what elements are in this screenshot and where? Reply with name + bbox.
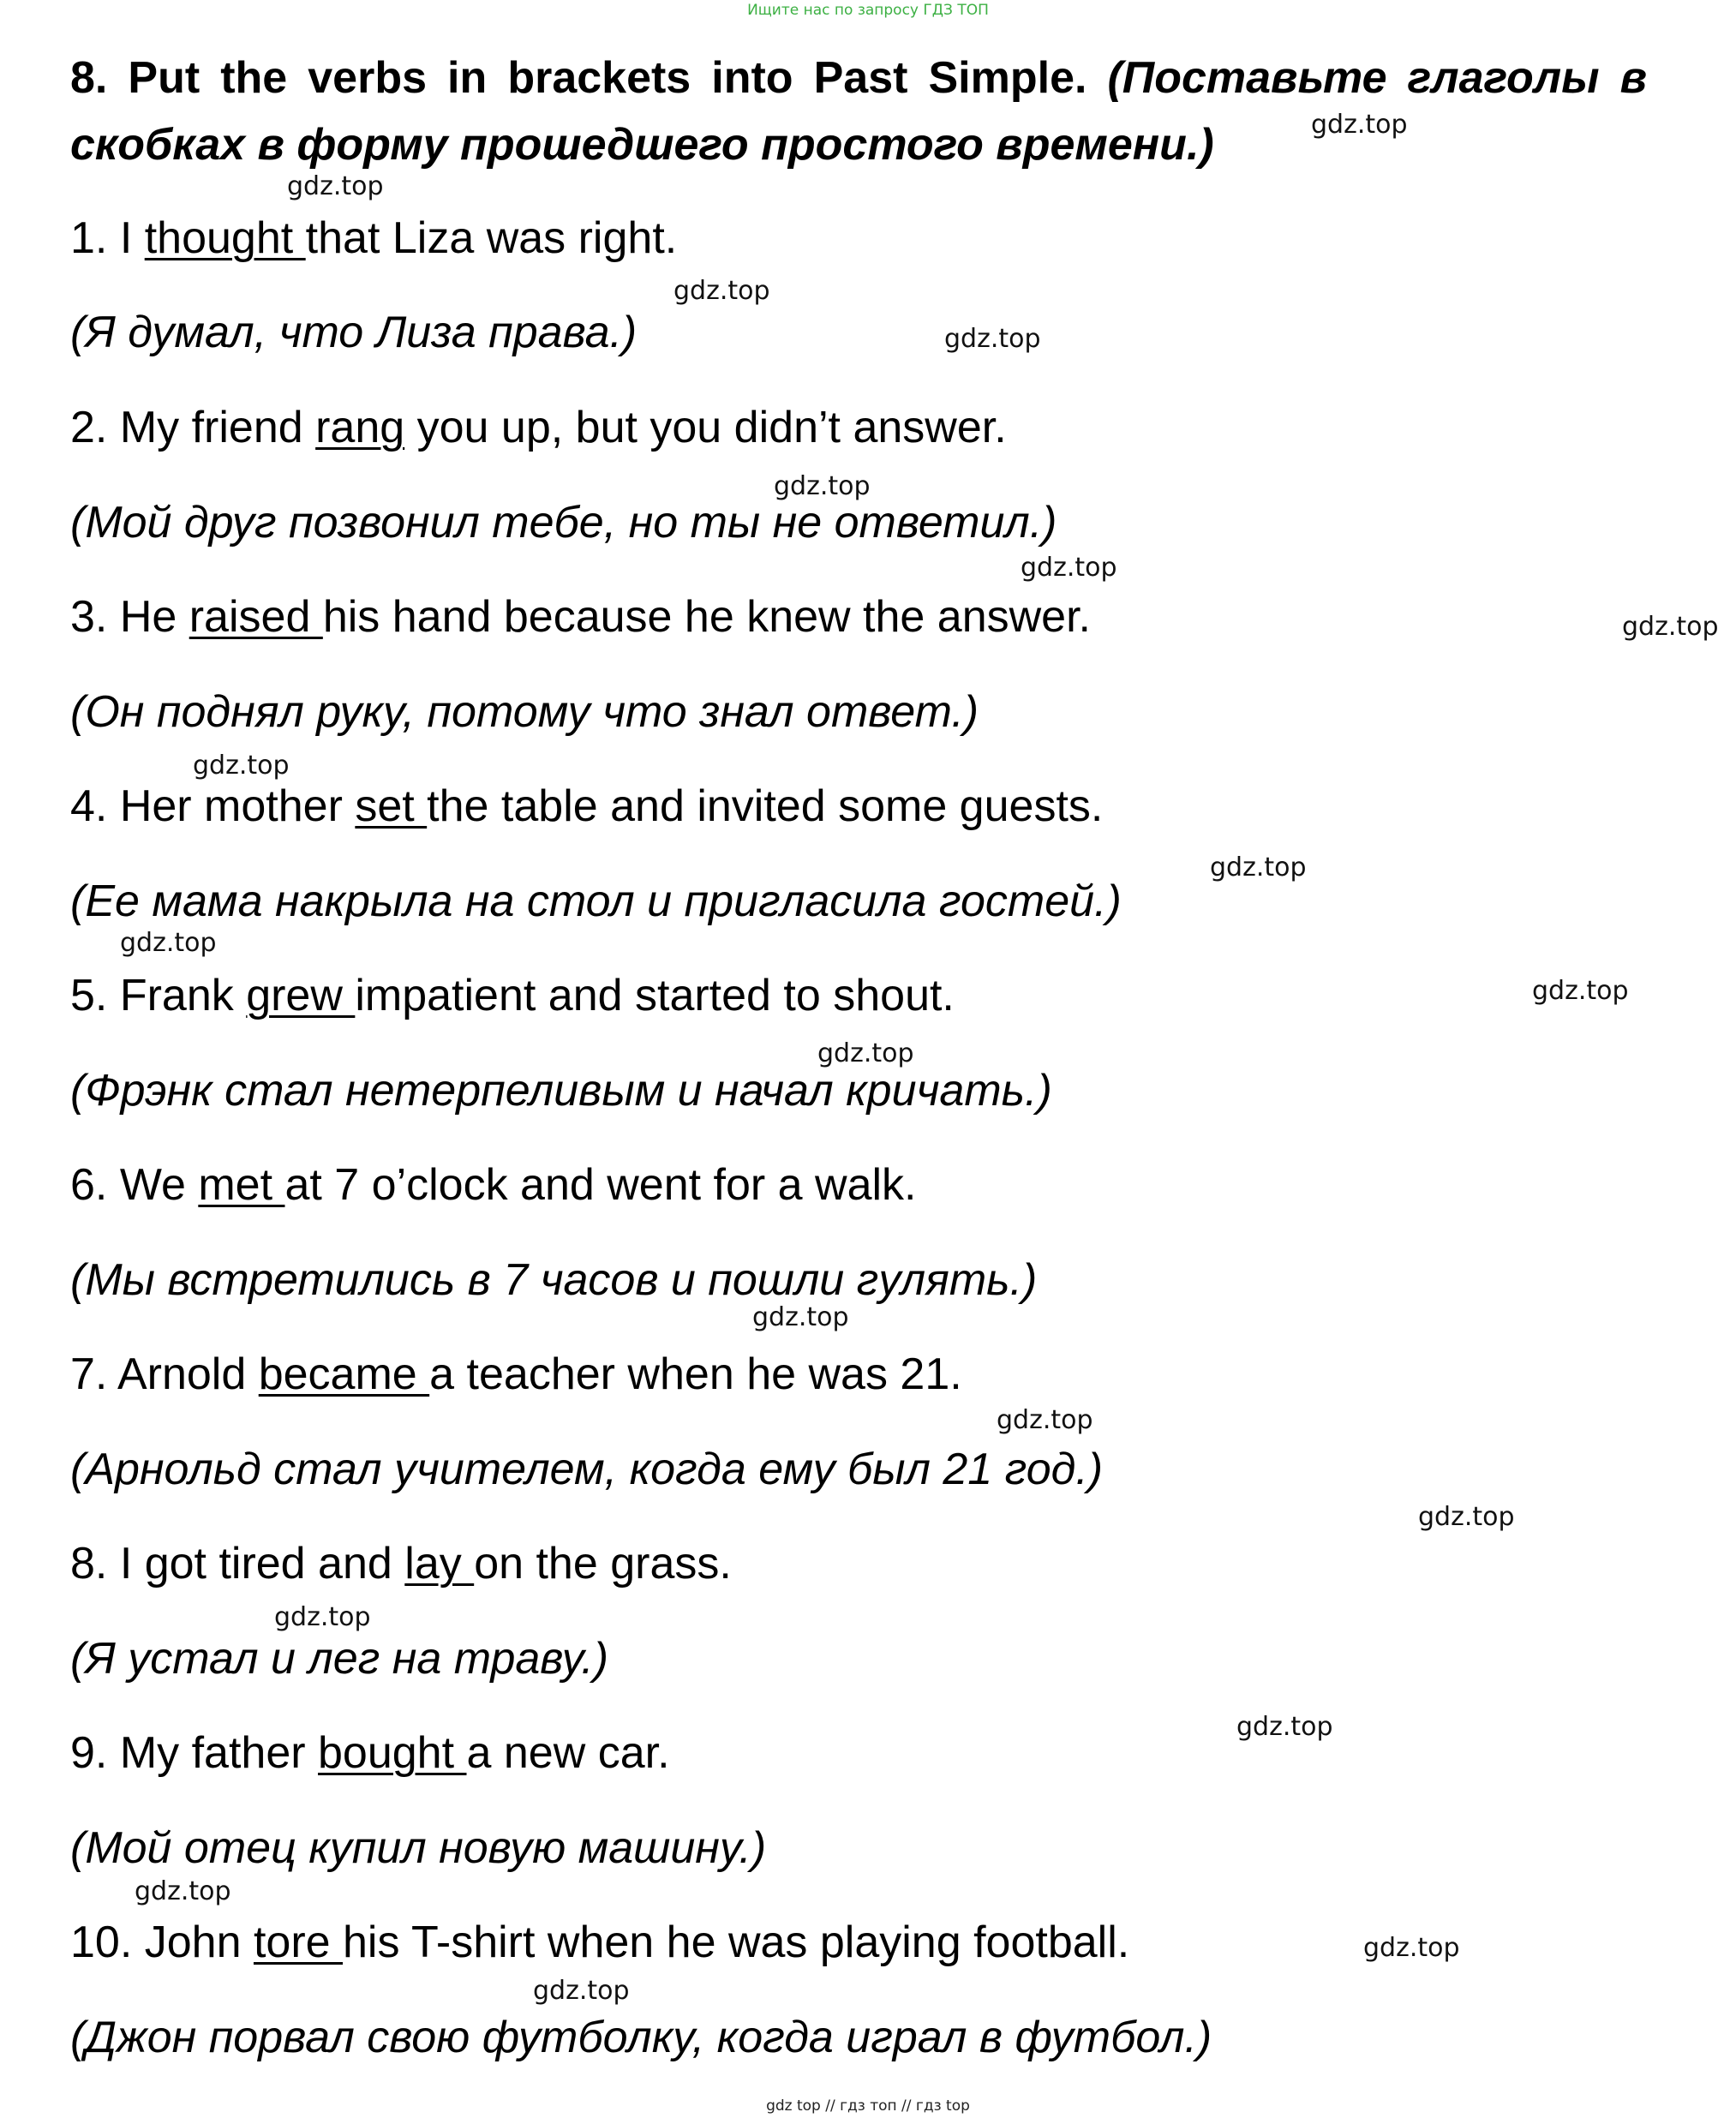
watermark: gdz.top (673, 276, 770, 306)
answer-verb: raised (189, 592, 323, 642)
watermark: gdz.top (533, 1976, 630, 2006)
top-banner: Ищите нас по запросу ГДЗ ТОП (747, 2, 989, 19)
heading-russian: (Поставьте глаголы в скобках в форму прошедшего простого времени.) (70, 53, 1647, 170)
sentence-text: his T-shirt when he was playing football. (343, 1918, 1130, 1967)
translation-5: (Фрэнк стал нетерпеливым и начал кричать.) (70, 1066, 1052, 1116)
sentence-text: his hand because he knew the answer. (322, 592, 1091, 642)
sentence-text: the table and invited some guests. (427, 781, 1104, 831)
exercise-heading (70, 45, 1647, 178)
sentence-text: that Liza was right. (305, 213, 678, 263)
sentence-text: 3. He (70, 592, 189, 642)
translation-6: (Мы встретились в 7 часов и пошли гулять.) (70, 1255, 1038, 1305)
watermark: gdz.top (774, 471, 871, 501)
watermark: gdz.top (1236, 1712, 1333, 1742)
watermark: gdz.top (1021, 553, 1117, 583)
sentence-9 (70, 1728, 670, 1778)
watermark: gdz.top (752, 1302, 849, 1332)
translation-1: (Я думал, что Лиза права.) (70, 308, 638, 357)
translation-3: (Он поднял руку, потому что знал ответ.) (70, 687, 979, 737)
sentence-2 (70, 405, 1007, 450)
answer-verb: lay (404, 1539, 475, 1588)
translation-7: (Арнольд стал учителем, когда ему был 21 год.) (70, 1445, 1104, 1494)
sentence-text: impatient and started to shout. (355, 971, 955, 1020)
watermark: gdz.top (1210, 853, 1307, 882)
translation-4: (Ее мама накрыла на стол и пригласила гостей.) (70, 877, 1122, 926)
sentence-text: 4. Her mother (70, 781, 356, 831)
translation-8: (Я устал и лег на траву.) (70, 1634, 609, 1684)
sentence-6 (70, 1160, 917, 1210)
answer-verb: thought (144, 213, 306, 263)
sentence-7 (70, 1349, 962, 1399)
watermark: gdz.top (193, 751, 290, 781)
sentence-text: at 7 o’clock and went for a walk. (284, 1160, 917, 1210)
watermark: gdz.top (135, 1876, 231, 1906)
watermark: gdz.top (1363, 1933, 1460, 1963)
sentence-text: 8. I got tired and (70, 1539, 405, 1588)
sentence-text: 7. Arnold (70, 1349, 259, 1399)
answer-verb: became (258, 1349, 430, 1399)
answer-verb: set (355, 781, 428, 831)
answer-verb: bought (318, 1728, 467, 1778)
sentence-text: you up, but you didn’t answer. (404, 403, 1007, 452)
sentence-5 (70, 973, 955, 1018)
watermark: gdz.top (274, 1602, 371, 1632)
sentence-text: 2. My friend (70, 403, 316, 452)
sentence-text: 5. Frank (70, 971, 247, 1020)
sentence-10 (70, 1920, 1129, 1965)
sentence-8 (70, 1541, 732, 1586)
translation-2: (Мой друг позвонил тебе, но ты не ответил.) (70, 498, 1057, 547)
translation-9: (Мой отец купил новую машину.) (70, 1823, 767, 1873)
watermark: gdz.top (817, 1038, 914, 1068)
sentence-text: a new car. (466, 1728, 670, 1778)
answer-verb: met (198, 1160, 285, 1210)
watermark: gdz.top (1311, 110, 1408, 140)
sentence-4 (70, 781, 1104, 831)
watermark: gdz.top (1532, 976, 1629, 1006)
heading-english: 8. Put the verbs in brackets into Past Simple. (70, 53, 1087, 103)
watermark: gdz.top (120, 928, 217, 958)
watermark: gdz.top (1622, 612, 1719, 642)
watermark: gdz.top (1418, 1502, 1515, 1532)
sentence-text: 9. My father (70, 1728, 318, 1778)
answer-verb: rang (315, 403, 405, 452)
sentence-3 (70, 592, 1091, 642)
sentence-1 (70, 213, 678, 263)
watermark: gdz.top (944, 324, 1041, 354)
watermark: gdz.top (997, 1405, 1093, 1435)
sentence-text: on the grass. (474, 1539, 732, 1588)
answer-verb: grew (246, 971, 356, 1020)
sentence-text: 6. We (70, 1160, 199, 1210)
sentence-text: a teacher when he was 21. (429, 1349, 962, 1399)
answer-verb: tore (253, 1918, 344, 1967)
translation-10: (Джон порвал свою футболку, когда играл в футбол.) (70, 2013, 1212, 2062)
bottom-banner: gdz top // гдз топ // гдз top (766, 2097, 970, 2115)
sentence-text: 10. John (70, 1918, 254, 1967)
sentence-text: 1. I (70, 213, 145, 263)
watermark: gdz.top (287, 171, 384, 201)
